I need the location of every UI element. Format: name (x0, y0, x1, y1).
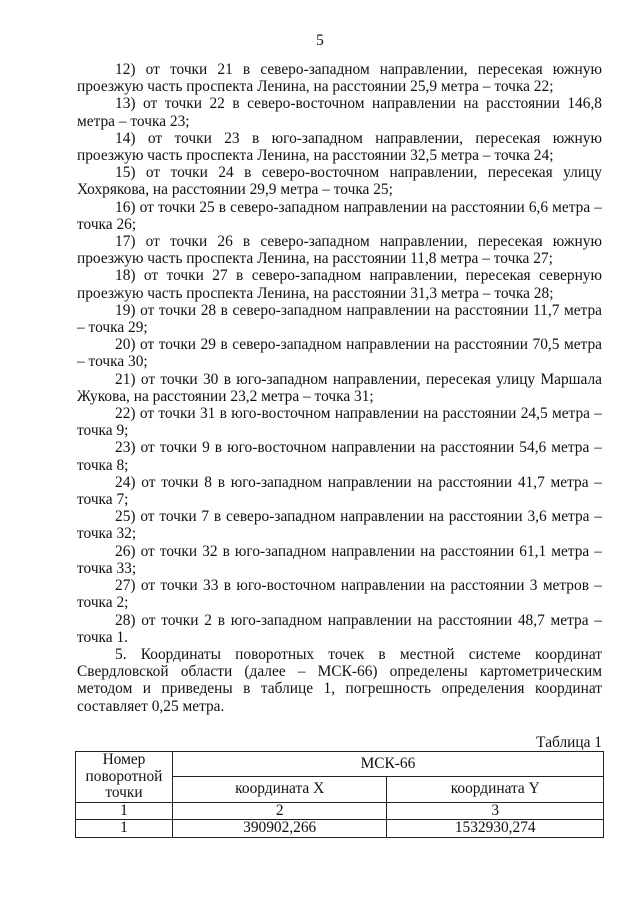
table-header-row (76, 752, 604, 777)
table-row (76, 820, 604, 838)
numbering-cell: 3 (387, 802, 604, 820)
table-numbering-row (76, 802, 604, 820)
boundary-item-27: 27) от точки 33 в юго-восточном направлении на расстоянии 3 метров – точка 2; (77, 577, 602, 612)
coordinate-y-cell: 1532930,274 (387, 820, 604, 838)
boundary-item-15: 15) от точки 24 в северо-восточном направлении, пересекая улицу Хохрякова, на расстоянии 29,9 метра – точка 25; (77, 164, 602, 199)
boundary-item-28: 28) от точки 2 в юго-западном направлении на расстоянии 48,7 метра – точка 1. (77, 611, 602, 646)
header-coordinate-x: координата X (172, 777, 387, 802)
coordinates-table (75, 751, 604, 838)
boundary-item-16: 16) от точки 25 в северо-западном направлении на расстоянии 6,6 метра – точка 26; (77, 198, 602, 233)
boundary-item-26: 26) от точки 32 в юго-западном направлении на расстоянии 61,1 метра – точка 33; (77, 542, 602, 577)
boundary-item-17: 17) от точки 26 в северо-западном направлении, пересекая южную проезжую часть проспекта Ленина, на расстоянии 11,8 метра – точка 27; (77, 233, 602, 268)
boundary-item-23: 23) от точки 9 в юго-восточном направлении на расстоянии 54,6 метра – точка 8; (77, 439, 602, 474)
numbering-cell: 2 (172, 802, 387, 820)
boundary-item-22: 22) от точки 31 в юго-восточном направлении на расстоянии 24,5 метра – точка 9; (77, 405, 602, 440)
table-caption: Таблица 1 (536, 734, 602, 751)
coordinate-x-cell: 390902,266 (172, 820, 387, 838)
boundary-item-21: 21) от точки 30 в юго-западном направлении, пересекая улицу Маршала Жукова, на расстоянии 23,2 метра – точка 31; (77, 370, 602, 405)
boundary-item-18: 18) от точки 27 в северо-западном направлении, пересекая северную проезжую часть проспекта Ленина, на расстоянии 31,3 метра – точка 28; (77, 267, 602, 302)
boundary-item-20: 20) от точки 29 в северо-западном направлении на расстоянии 70,5 метра – точка 30; (77, 336, 602, 371)
page-number: 5 (316, 32, 324, 49)
boundary-item-25: 25) от точки 7 в северо-западном направлении на расстоянии 3,6 метра – точка 32; (77, 508, 602, 543)
boundary-item-12: 12) от точки 21 в северо-западном направлении, пересекая южную проезжую часть проспекта Ленина, на расстоянии 25,9 метра – точка 22; (77, 61, 602, 96)
boundary-item-14: 14) от точки 23 в юго-западном направлении, пересекая южную проезжую часть проспекта Ленина, на расстоянии 32,5 метра – точка 24; (77, 129, 602, 165)
boundary-item-24: 24) от точки 8 в юго-западном направлении на расстоянии 41,7 метра – точка 7; (77, 473, 602, 509)
numbering-cell: 1 (76, 802, 173, 820)
document-body (77, 61, 602, 715)
boundary-item-13: 13) от точки 22 в северо-восточном направлении на расстоянии 146,8 метра – точка 23; (77, 95, 602, 130)
point-number-cell: 1 (76, 820, 173, 838)
boundary-item-19: 19) от точки 28 в северо-западном направлении на расстоянии 11,7 метра – точка 29; (77, 301, 602, 337)
header-coordinate-system: МСК-66 (172, 752, 603, 777)
header-coordinate-y: координата Y (387, 777, 604, 802)
section-5-paragraph: 5. Координаты поворотных точек в местной системе координат Свердловской области (далее – МСК-66) определены картометрическим методом и приведены в таблице 1, погрешность определения координат составляет 0,25 метра. (77, 645, 602, 715)
header-point-number: Номер поворотной точки (76, 752, 173, 803)
